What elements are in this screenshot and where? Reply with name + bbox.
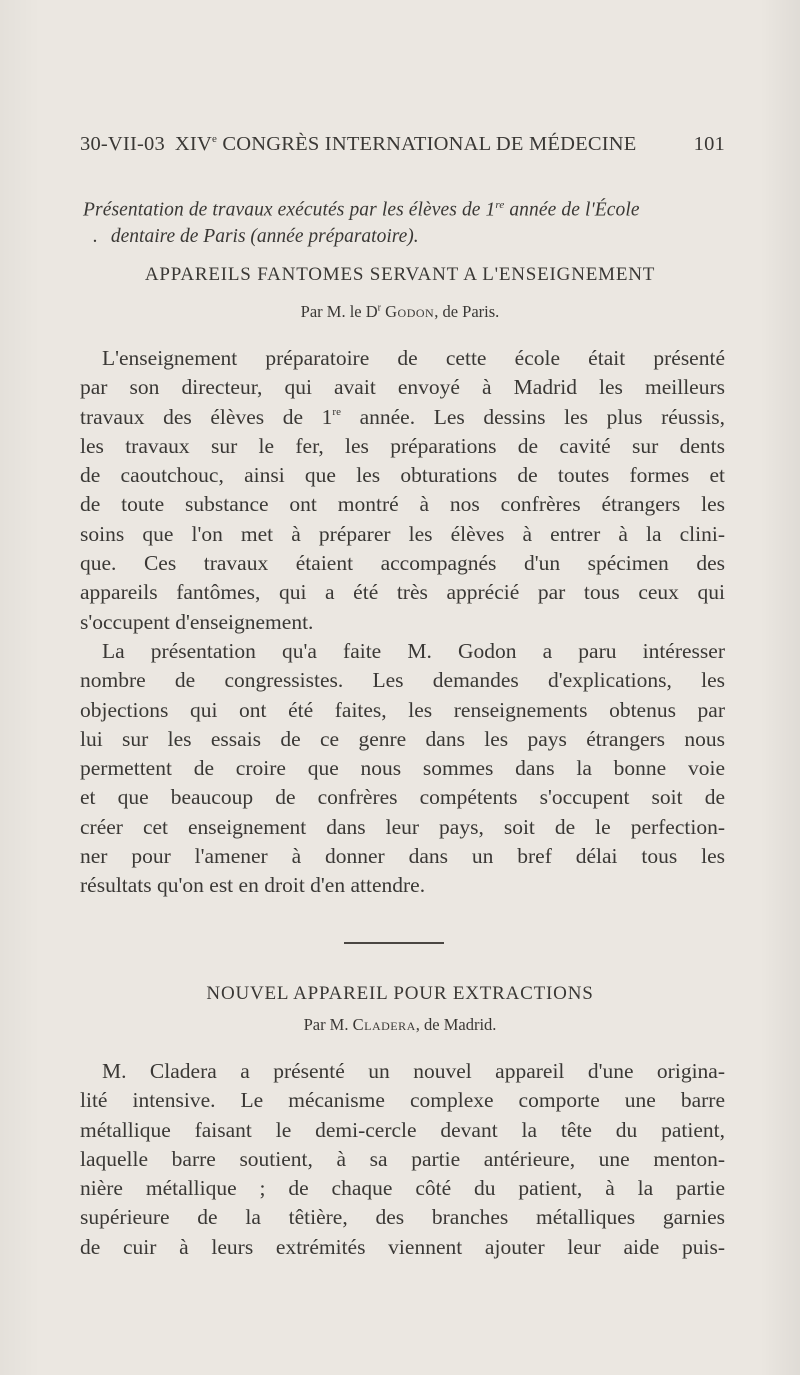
section-title-1: APPAREILS FANTOMES SERVANT A L'ENSEIGNEMENT: [144, 264, 656, 285]
text-line: nière métallique ; de chaque côté du patient, à la partie: [80, 1176, 725, 1201]
text-line: supérieure de la têtière, des branches métalliques garnies: [80, 1205, 725, 1230]
paragraph-3: [80, 1057, 725, 1262]
section-divider: [344, 942, 444, 944]
text-line: laquelle barre soutient, à sa partie antérieure, une menton-: [80, 1146, 725, 1171]
paragraph-2: [80, 637, 725, 901]
paragraph-1: [80, 344, 725, 637]
text-line: par son directeur, qui avait envoyé à Madrid les meilleurs: [80, 375, 725, 400]
text-line: que. Ces travaux étaient accompagnés d'un spécimen des: [80, 551, 725, 576]
byline-2: Par M. Cladera, de Madrid.: [303, 1015, 497, 1034]
caption-line-1: Présentation de travaux exécutés par les élèves de 1re année de l'École: [83, 199, 640, 221]
text-line: et que beaucoup de confrères compétents s'occupent soit de: [80, 785, 725, 810]
text-line: travaux des élèves de 1re année. Les dessins les plus réussis,: [80, 404, 726, 429]
running-head-title: XIVe CONGRÈS INTERNATIONAL DE MÉDECINE: [174, 133, 637, 155]
byline-1: Par M. le $D^r$ Godon, de Paris.: [300, 302, 500, 321]
text-line: de toute substance ont montré à nos confrères étrangers les: [80, 492, 725, 517]
text-line: créer cet enseignement dans leur pays, soit de le perfection-: [80, 814, 725, 839]
text-line: métallique faisant le demi-cercle devant la tête du patient,: [80, 1117, 725, 1142]
text-line: de caoutchouc, ainsi que les obturations de toutes formes et: [80, 463, 725, 488]
caption-line-2: . dentaire de Paris (année préparatoire).: [93, 226, 419, 247]
text-line: M. Cladera a présenté un nouvel appareil d'une origina-: [102, 1059, 725, 1083]
text-line: objections qui ont été faites, les renseignements obtenus par: [80, 697, 725, 722]
text-line: de cuir à leurs extrémités viennent ajouter leur aide puis-: [80, 1234, 725, 1259]
text-line: les travaux sur le fer, les préparations de cavité sur dents: [80, 433, 725, 458]
text-line: résultats qu'on est en droit d'en attendre.: [80, 873, 426, 898]
text-line: s'occupent d'enseignement.: [80, 609, 314, 634]
text-line: appareils fantômes, qui a été très apprécié par tous ceux qui: [80, 580, 725, 605]
text-line: lui sur les essais de ce genre dans les pays étrangers nous: [80, 726, 725, 751]
text-line: nombre de congressistes. Les demandes d'explications, les: [80, 668, 725, 693]
text-line: permettent de croire que nous sommes dans la bonne voie: [80, 756, 725, 781]
running-head-date: 30-VII-03: [80, 133, 165, 155]
page-number: 101: [693, 133, 725, 155]
text-line: soins que l'on met à préparer les élèves à entrer à la clini-: [80, 521, 725, 546]
text-line: L'enseignement préparatoire de cette école était présenté: [102, 346, 725, 370]
text-line: ner pour l'amener à donner dans un bref délai tous les: [80, 844, 725, 869]
section-title-2: NOUVEL APPAREIL POUR EXTRACTIONS: [206, 983, 594, 1004]
running-head: [80, 133, 725, 156]
text-line: lité intensive. Le mécanisme complexe comporte une barre: [80, 1088, 725, 1113]
text-line: La présentation qu'a faite M. Godon a paru intéresser: [102, 639, 725, 663]
